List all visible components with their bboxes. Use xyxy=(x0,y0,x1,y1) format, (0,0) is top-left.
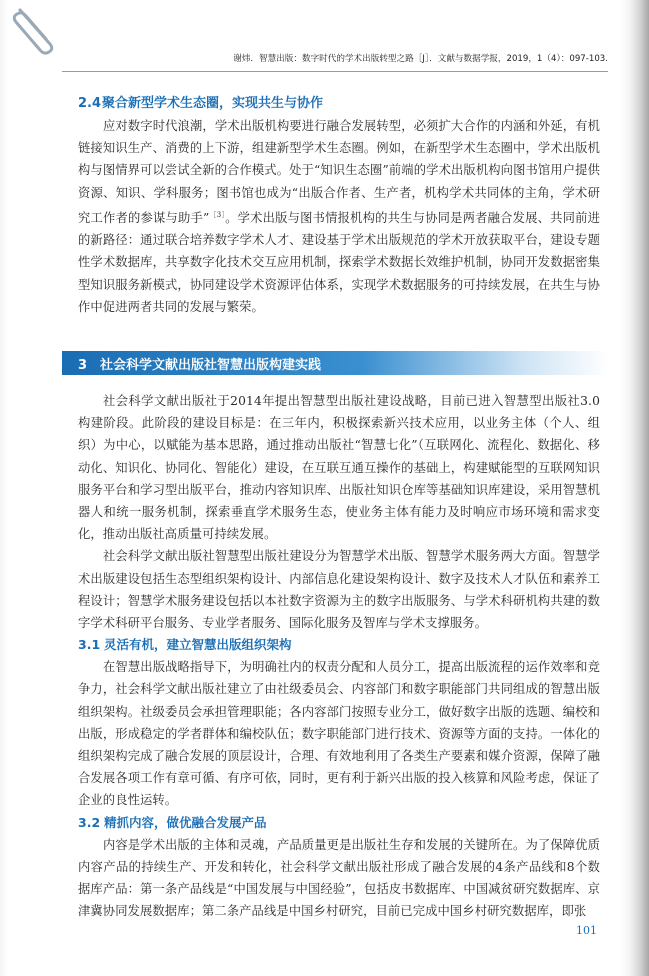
citation-mark: ［3］ xyxy=(209,210,226,219)
paragraph-text: 应对数字时代浪潮，学术出版机构要进行融合发展转型，必须扩大合作的内涵和外延，有机链接知识生产、消费的上下游，组建新型学术生态圈。例如，在新型学术生态圈中，学术出版机构与图情界可以尝试全新的合作模式。处于“知识生态圈”前端的学术出版机构向图书馆用户提供资源、知识、学科服务；图书馆也成为“出版合作者、生产者，机构学术共同体的主角，学术研究工作者的参谋与助手” xyxy=(78,119,600,225)
section-3-body xyxy=(78,390,600,922)
section-number: 3.1 xyxy=(78,637,101,653)
paragraph: 内容是学术出版的主体和灵魂，产品质量更是出版社生存和发展的关键所在。为了保障优质内容产品的持续生产、开发和转化，社会科学文献出版社形成了融合发展的4条产品线和8个数据库产品：第一条产品线是“中国发展与中国经验”，包括皮书数据库、中国减贫研究数据库、京津冀协同发展数据库；第二条产品线是中国乡村研究，目前已完成中国乡村研究数据库，即张 xyxy=(78,837,600,919)
section-2-4 xyxy=(78,94,600,318)
section-3-band xyxy=(62,351,608,375)
paragraph-text: 。学术出版与图书情报机构的共生与协同是两者融合发展、共同前进的新路径：通过联合培养数字学术人才、建设基于学术出版规范的学术开放获取平台，建设专题性学术数据库，共享数字化技术交互应用机制，探索学术数据长效维护机制，协同开发数据密集型知识服务新模式，协同建设学术资源评估体系，实现学术数据服务的可持续发展，在共生与协作中促进两者共同的发展与繁荣。 xyxy=(78,210,600,314)
section-2-4-heading xyxy=(78,94,600,113)
section-title: 灵活有机，建立智慧出版组织架构 xyxy=(104,637,292,653)
paragraph: 在智慧出版战略指导下，为明确社内的权责分配和人员分工，提高出版流程的运作效率和竞争力，社会科学文献出版社建立了由社级委员会、内容部门和数字职能部门共同组成的智慧出版组织架构。社级委员会承担管理职能；各内容部门按照专业分工，做好数字出版的选题、编校和出版，形成稳定的学者群体和编校队伍；数字职能部门进行技术、资源等方面的支持。一体化的组织架构完成了融合发展的顶层设计，合理、有效地利用了各类生产要素和媒介资源，保障了融合发展各项工作有章可循、有序可依，同时，更有利于新兴出版的投入核算和风险考虑，保证了企业的良性运转。 xyxy=(78,660,600,808)
section-number: 3 xyxy=(78,358,88,373)
section-3-heading xyxy=(78,354,321,373)
section-title: 聚合新型学术生态圈，实现共生与协作 xyxy=(102,96,324,111)
section-3-2-heading xyxy=(78,812,600,834)
page-edge-shadow xyxy=(630,0,649,976)
paragraph xyxy=(78,115,600,318)
page-number: 101 xyxy=(576,924,597,937)
paragraph: 社会科学文献出版社于2014年提出智慧型出版社建设战略，目前已进入智慧型出版社3.0构建阶段。此阶段的建设目标是：在三年内，积极探索新兴技术应用，以业务主体（个人、组织）为中心，以赋能为基本思路，通过推动出版社“智慧七化”（互联网化、流程化、数据化、移动化、知识化、协同化、智能化）建设，在互联互通互操作的基础上，构建赋能型的互联网知识服务平台和学习型出版平台，推动内容知识库、出版社知识仓库等基础知识库建设，采用智慧机器人和统一服务机制，探索垂直学术服务生态，使业务主体有能力及时响应市场环境和需求变化，推动出版社高质量可持续发展。 xyxy=(78,394,600,542)
paragraph: 社会科学文献出版社智慧型出版社建设分为智慧学术出版、智慧学术服务两大方面。智慧学术出版建设包括生态型组织架构设计、内部信息化建设架构设计、数字及技术人才队伍和素养工程设计；智慧学术服务建设包括以本社数字资源为主的数字出版服务、与学术科研机构共建的数字学术科研平台服务、专业学者服务、国际化服务及智库与学术支撑服务。 xyxy=(78,549,600,631)
running-header: 谢炜．智慧出版：数字时代的学术出版转型之路［J］．文献与数据学报，2019，1（4）：097-103. xyxy=(233,54,608,64)
section-number: 2.4 xyxy=(78,96,102,111)
header-rule xyxy=(62,71,608,72)
section-title: 社会科学文献出版社智慧出版构建实践 xyxy=(100,358,322,373)
section-number: 3.2 xyxy=(78,814,101,830)
section-3-1-heading xyxy=(78,634,600,656)
paperclip-icon xyxy=(6,2,66,58)
section-title: 精抓内容，做优融合发展产品 xyxy=(104,814,267,830)
